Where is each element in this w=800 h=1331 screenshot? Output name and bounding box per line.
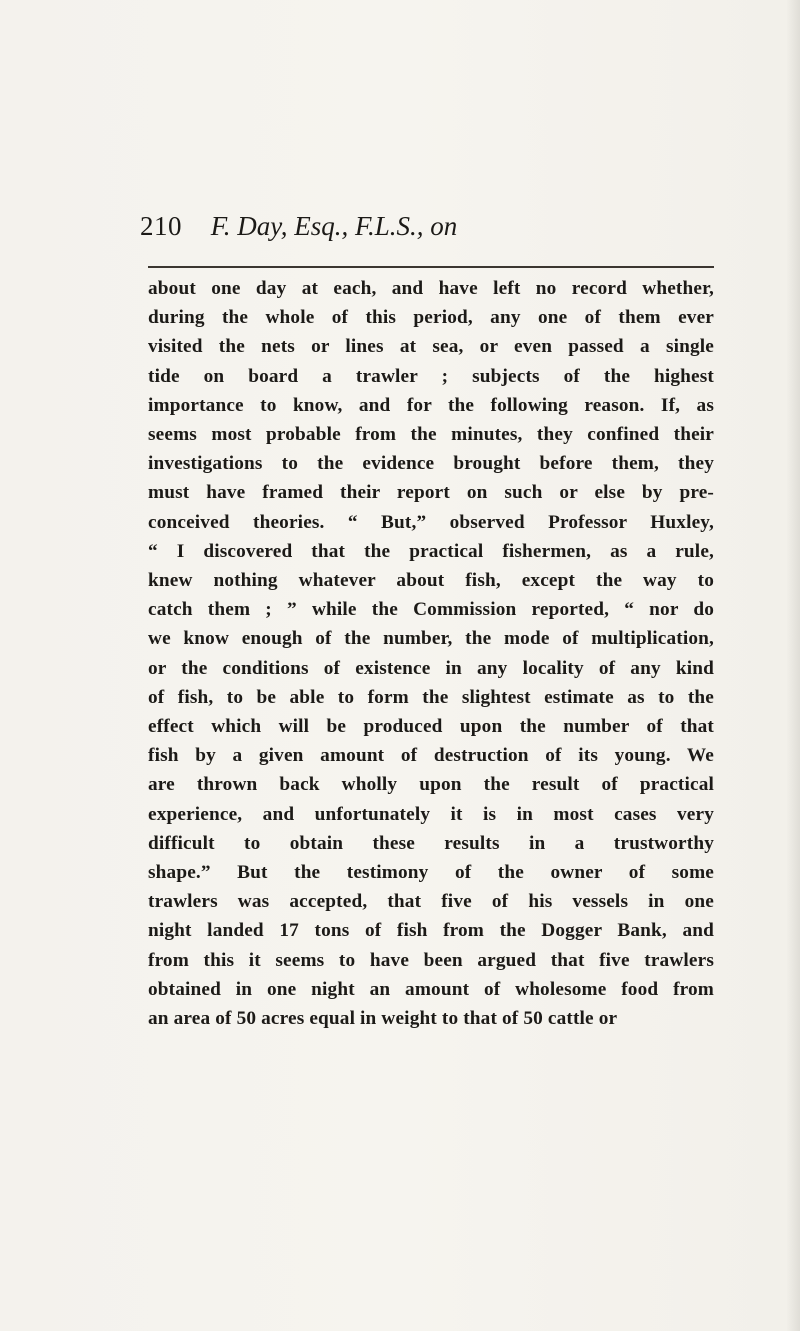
header-rule: [148, 266, 714, 268]
text-line: visited the nets or lines at sea, or even passed a single: [148, 336, 714, 358]
text-line: importance to know, and for the following reason. If, as: [148, 394, 714, 416]
text-line: difficult to obtain these results in a trustworthy: [148, 832, 714, 854]
text-line: trawlers was accepted, that five of his vessels in one: [148, 891, 714, 913]
text-line: of fish, to be able to form the slightest estimate as to the: [148, 686, 714, 708]
page-number: 210: [140, 211, 182, 241]
text-line: experience, and unfortunately it is in most cases very: [148, 803, 714, 825]
text-line: are thrown back wholly upon the result of practical: [148, 774, 714, 796]
text-line: must have framed their report on such or else by pre-: [148, 482, 714, 504]
text-line: an area of 50 acres equal in weight to that of 50 cattle or: [148, 1008, 618, 1030]
text-line: from this it seems to have been argued that five trawlers: [148, 949, 714, 971]
page-edge-shadow: [786, 0, 800, 1331]
text-line: tide on board a trawler ; subjects of the highest: [148, 365, 714, 387]
text-line: catch them ; ” while the Commission reported, “ nor do: [148, 599, 714, 621]
text-line: seems most probable from the minutes, they confined their: [148, 424, 714, 446]
text-line: effect which will be produced upon the number of that: [148, 716, 714, 738]
text-line: during the whole of this period, any one of them ever: [148, 307, 714, 329]
text-line: obtained in one night an amount of wholesome food from: [148, 978, 714, 1000]
text-line: fish by a given amount of destruction of its young. We: [148, 745, 714, 767]
text-line: “ I discovered that the practical fishermen, as a rule,: [148, 540, 714, 562]
text-line: or the conditions of existence in any locality of any kind: [148, 657, 714, 679]
text-line: shape.” But the testimony of the owner of some: [148, 862, 714, 884]
text-line: night landed 17 tons of fish from the Dogger Bank, and: [148, 920, 714, 942]
running-title: F. Day, Esq., F.L.S., on: [210, 211, 458, 241]
text-line: investigations to the evidence brought before them, they: [148, 453, 714, 475]
body-paragraph: [148, 274, 714, 1033]
text-line: conceived theories. “ But,” observed Professor Huxley,: [148, 511, 714, 533]
text-line: about one day at each, and have left no record whether,: [148, 278, 714, 299]
text-line: knew nothing whatever about fish, except the way to: [148, 570, 714, 592]
page-header: [140, 208, 660, 244]
text-line: we know enough of the number, the mode of multiplication,: [148, 628, 714, 650]
